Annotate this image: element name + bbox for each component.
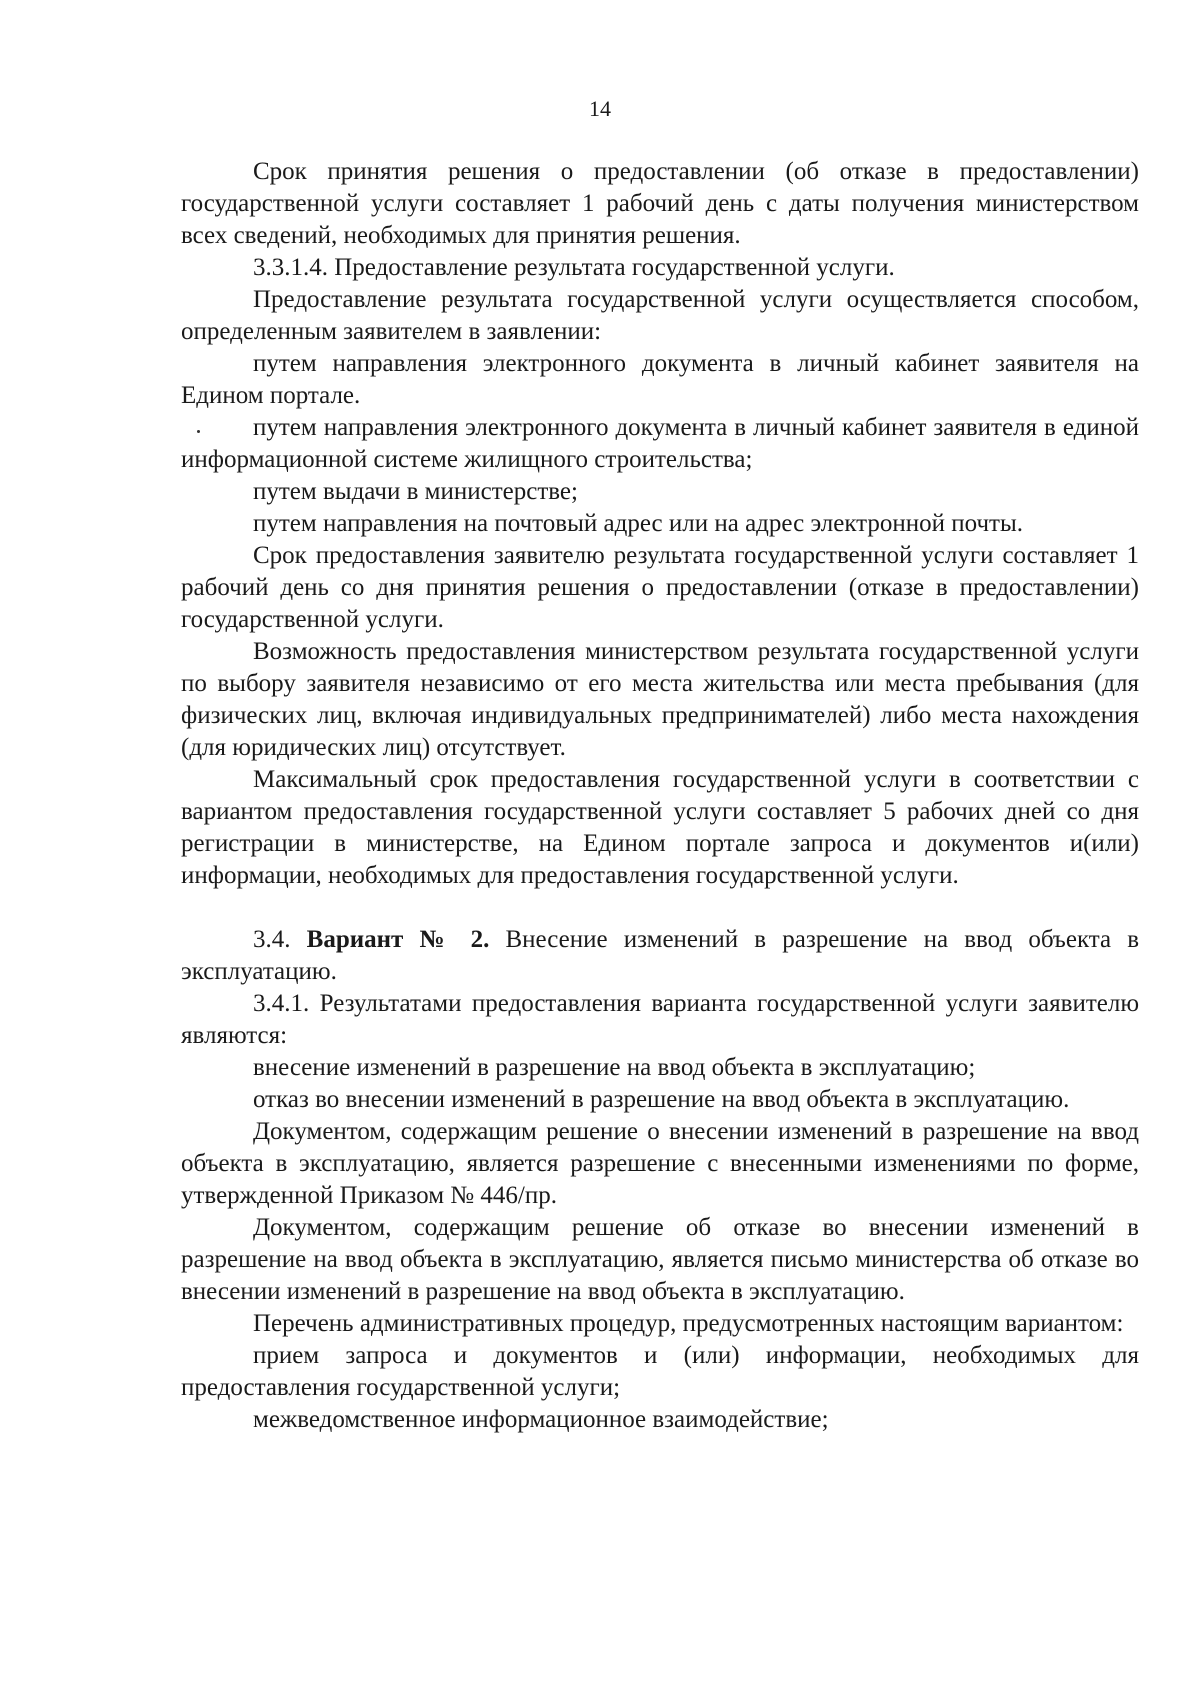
- paragraph: прием запроса и документов и (или) информации, необходимых для предоставления государственной услуги;: [181, 1342, 1139, 1401]
- paragraph: путем направления на почтовый адрес или на адрес электронной почты.: [253, 510, 1024, 537]
- paragraph: путем направления электронного документа в личный кабинет заявителя на Едином портале.: [181, 350, 1139, 409]
- paragraph: Срок принятия решения о предоставлении (об отказе в предоставлении) государственной услуги составляет 1 рабочий день с даты получения министерством всех сведений, необходимых для принятия решения.: [181, 158, 1139, 249]
- section-title: Внесение изменений в разрешение на ввод объекта в эксплуатацию.: [181, 926, 1140, 985]
- paragraph: путем выдачи в министерстве;: [253, 478, 578, 505]
- paragraph: межведомственное информационное взаимодействие;: [253, 1406, 829, 1433]
- paragraph: Предоставление результата государственной услуги осуществляется способом, определенным заявителем в заявлении:: [181, 286, 1139, 345]
- document-body: [181, 156, 1139, 1436]
- paragraph: Возможность предоставления министерством результата государственной услуги по выбору заявителя независимо от его места жительства или места пребывания (для физических лиц, включая индивидуальных предпринимателей) либо места нахождения (для юридических лиц) отсутствует.: [181, 638, 1139, 761]
- paragraph: Срок предоставления заявителю результата государственной услуги составляет 1 рабочий день со дня принятия решения о предоставлении (отказе в предоставлении) государственной услуги.: [181, 542, 1139, 633]
- paragraph: отказ во внесении изменений в разрешение на ввод объекта в эксплуатацию.: [253, 1086, 1070, 1113]
- paragraph: путем направления электронного документа в личный кабинет заявителя в единой информационной системе жилищного строительства;: [181, 414, 1139, 473]
- paragraph: 3.3.1.4. Предоставление результата государственной услуги.: [253, 254, 895, 281]
- paragraph: Максимальный срок предоставления государственной услуги в соответствии с вариантом предоставления государственной услуги составляет 5 рабочих дней со дня регистрации в министерстве, на Едином портале запроса и документов и(или) информации, необходимых для предоставления государственной услуги.: [181, 766, 1139, 889]
- paragraph: Перечень административных процедур, предусмотренных настоящим вариантом:: [253, 1310, 1124, 1337]
- paragraph: Документом, содержащим решение об отказе во внесении изменений в разрешение на ввод объекта в эксплуатацию, является письмо министерства об отказе во внесении изменений в разрешение на ввод объекта в эксплуатацию.: [181, 1214, 1139, 1305]
- paragraph: внесение изменений в разрешение на ввод объекта в эксплуатацию;: [253, 1054, 976, 1081]
- section-number: 3.4.: [253, 926, 291, 953]
- paragraph: 3.4.1. Результатами предоставления варианта государственной услуги заявителю являются:: [181, 990, 1139, 1049]
- section-variant-label: Вариант № 2.: [306, 926, 490, 953]
- section-heading: [181, 924, 1139, 988]
- paragraph: Документом, содержащим решение о внесении изменений в разрешение на ввод объекта в эксплуатацию, является разрешение с внесенными изменениями по форме, утвержденной Приказом № 446/пр.: [181, 1118, 1139, 1209]
- page-number: 14: [589, 96, 611, 121]
